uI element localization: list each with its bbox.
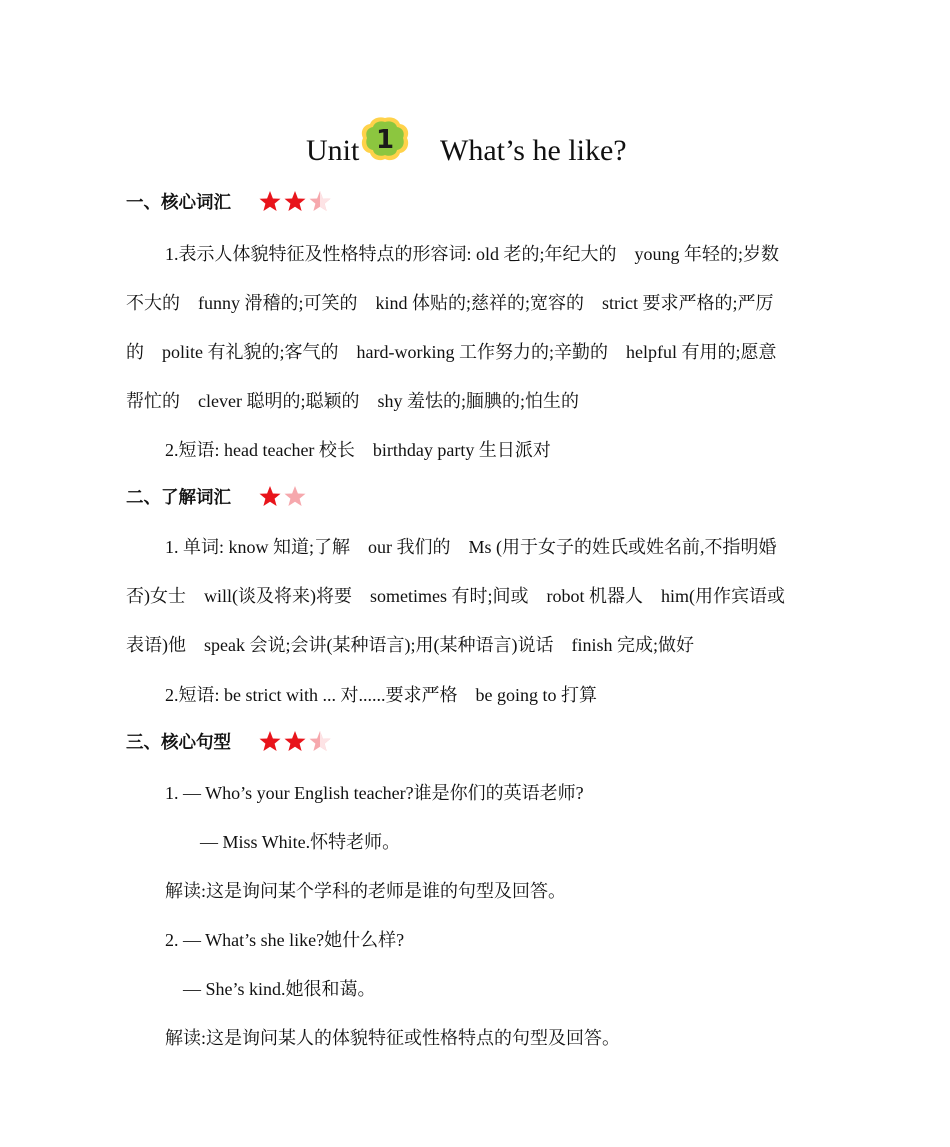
difficulty-stars-icon	[258, 189, 334, 215]
sentence-explanation: 解读:这是询问某个学科的老师是谁的句型及回答。	[165, 881, 566, 901]
section-heading-text: 一、核心词汇	[126, 193, 231, 213]
section-heading-core-sentences	[126, 729, 231, 757]
page-title	[0, 114, 950, 174]
sentence-answer: — She’s kind.她很和蔼。	[183, 979, 376, 999]
section-heading-extra-vocabulary	[126, 484, 231, 512]
vocab-line: 否)女士 will(谈及将来)将要 sometimes 有时;间或 robot 机器人 him(用作宾语或	[126, 586, 785, 606]
vocab-line: 表语)他 speak 会说;会讲(某种语言);用(某种语言)说话 finish 完成;做好	[126, 635, 694, 655]
section-heading-text: 三、核心句型	[126, 733, 231, 753]
phrase-line: 2.短语: head teacher 校长 birthday party 生日派对	[165, 440, 551, 460]
sentence-explanation: 解读:这是询问某人的体貌特征或性格特点的句型及回答。	[165, 1028, 620, 1048]
difficulty-stars-icon	[258, 484, 334, 510]
vocab-line: 1.表示人体貌特征及性格特点的形容词: old 老的;年纪大的 young 年轻的;岁数	[165, 244, 780, 264]
section-heading-core-vocabulary	[126, 189, 231, 217]
difficulty-stars-icon	[258, 729, 334, 755]
phrase-line: 2.短语: be strict with ... 对......要求严格 be going to 打算	[165, 685, 597, 705]
vocab-line: 的 polite 有礼貌的;客气的 hard-working 工作努力的;辛勤的 helpful 有用的;愿意	[126, 342, 777, 362]
sentence-question: 1. — Who’s your English teacher?谁是你们的英语老师?	[165, 783, 584, 803]
unit-subtitle: What’s he like?	[440, 134, 627, 167]
vocab-line: 1. 单词: know 知道;了解 our 我们的 Ms (用于女子的姓氏或姓名前,不指明婚	[165, 537, 777, 557]
unit-number: 1	[375, 125, 395, 155]
sentence-answer: — Miss White.怀特老师。	[200, 832, 401, 852]
vocab-line: 帮忙的 clever 聪明的;聪颖的 shy 羞怯的;腼腆的;怕生的	[126, 391, 579, 411]
unit-number-badge	[360, 116, 410, 162]
section-heading-text: 二、了解词汇	[126, 488, 231, 508]
unit-word: Unit	[306, 134, 360, 167]
sentence-question: 2. — What’s she like?她什么样?	[165, 930, 405, 950]
vocab-line: 不大的 funny 滑稽的;可笑的 kind 体贴的;慈祥的;宽容的 strict 要求严格的;严厉	[126, 293, 774, 313]
